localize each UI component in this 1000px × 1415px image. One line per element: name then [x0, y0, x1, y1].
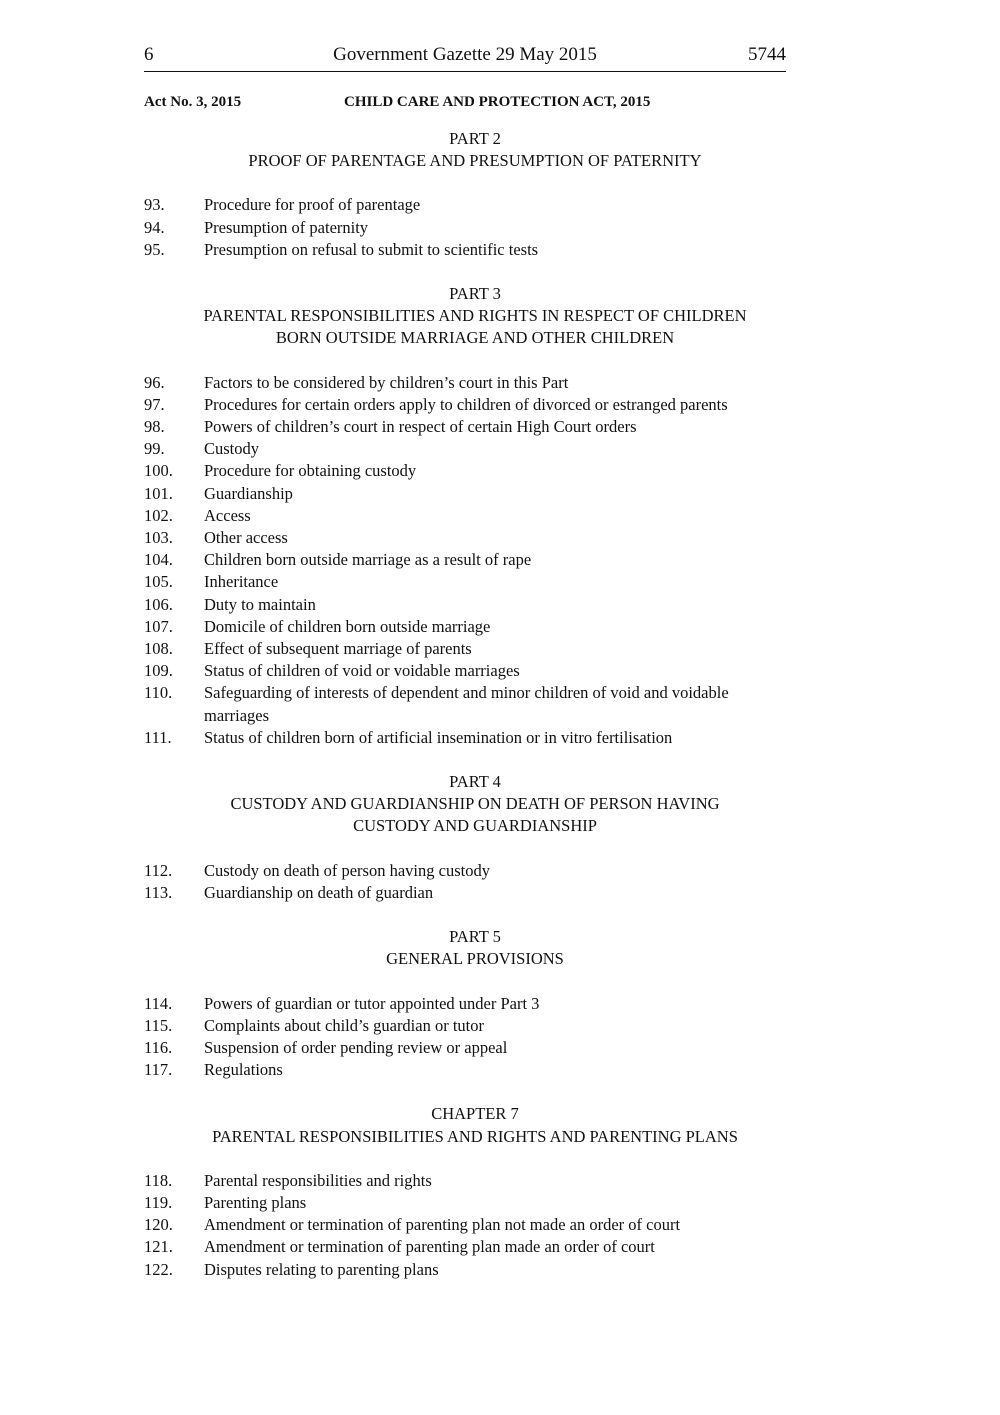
section-number: 97. [144, 394, 165, 414]
section-number: 106. [144, 594, 173, 614]
section-title: Guardianship on death of guardian [204, 882, 434, 902]
section-number: 102. [144, 505, 173, 525]
toc-item [144, 1015, 786, 1037]
section-number: 120. [144, 1215, 173, 1235]
section-title: Effect of subsequent marriage of parents [204, 639, 472, 659]
running-header [144, 44, 786, 68]
section-title-line: GENERAL PROVISIONS [386, 949, 564, 969]
toc-item [144, 682, 786, 726]
section-title: Domicile of children born outside marriage [204, 616, 491, 636]
act-number: Act No. 3, 2015 [144, 94, 242, 110]
section-number: 114. [144, 993, 173, 1013]
section-number: 103. [144, 528, 173, 548]
section-number: 110. [144, 683, 173, 703]
section-number: 117. [144, 1060, 173, 1080]
toc-item [144, 882, 786, 904]
section-number: 105. [144, 572, 173, 592]
section-number: 118. [144, 1170, 173, 1190]
section-title: Factors to be considered by children’s court in this Part [204, 372, 569, 392]
toc-item [144, 571, 786, 593]
section-title: Status of children born of artificial insemination or in vitro fertilisation [204, 727, 673, 747]
toc-item [144, 460, 786, 482]
toc-item [144, 527, 786, 549]
section-title: Disputes relating to parenting plans [204, 1259, 439, 1279]
toc-item [144, 394, 786, 416]
toc-item [144, 549, 786, 571]
toc-item [144, 438, 786, 460]
section-number: 95. [144, 239, 165, 259]
section-title: Procedures for certain orders apply to children of divorced or estranged parents [204, 394, 728, 414]
section-title-line: CUSTODY AND GUARDIANSHIP ON DEATH OF PERSON HAVING [230, 794, 720, 814]
toc-item [144, 1170, 786, 1192]
table-of-contents [144, 128, 786, 1281]
toc-item [144, 594, 786, 616]
toc-item [144, 1259, 786, 1281]
section-title: Duty to maintain [204, 594, 316, 614]
toc-item [144, 194, 786, 216]
toc-item [144, 1059, 786, 1081]
section-title: Parental responsibilities and rights [204, 1170, 432, 1190]
section-title: Safeguarding of interests of dependent and minor children of void and voidable marriages [204, 683, 729, 725]
section-title: Custody on death of person having custody [204, 860, 490, 880]
section-label: CHAPTER 7 [431, 1104, 519, 1124]
section-title-line: PROOF OF PARENTAGE AND PRESUMPTION OF PATERNITY [248, 151, 702, 171]
section-label: PART 3 [449, 284, 501, 304]
section-number: 94. [144, 217, 165, 237]
toc-item [144, 993, 786, 1015]
section-title: Amendment or termination of parenting plan not made an order of court [204, 1215, 681, 1235]
section-title: Status of children of void or voidable marriages [204, 661, 520, 681]
page-number: 6 [144, 44, 154, 65]
section-number: 113. [144, 882, 173, 902]
section-number: 111. [144, 727, 172, 747]
toc-item [144, 660, 786, 682]
section-number: 121. [144, 1237, 173, 1257]
toc-item [144, 616, 786, 638]
section-title: Suspension of order pending review or appeal [204, 1037, 508, 1057]
section-title: Powers of children’s court in respect of certain High Court orders [204, 417, 637, 437]
section-number: 119. [144, 1192, 173, 1212]
gazette-title: Government Gazette 29 May 2015 [333, 44, 597, 65]
section-heading [164, 771, 786, 838]
section-title: Procedure for obtaining custody [204, 461, 417, 481]
toc-item [144, 483, 786, 505]
toc-item [144, 217, 786, 239]
toc-item [144, 1192, 786, 1214]
act-title: CHILD CARE AND PROTECTION ACT, 2015 [344, 94, 651, 110]
section-title: Regulations [204, 1060, 283, 1080]
section-title-line: BORN OUTSIDE MARRIAGE AND OTHER CHILDREN [275, 328, 675, 348]
section-number: 115. [144, 1015, 173, 1035]
section-label: PART 5 [449, 927, 501, 947]
section-title: Complaints about child’s guardian or tutor [204, 1015, 485, 1035]
section-label: PART 4 [449, 772, 501, 792]
header-divider [144, 71, 786, 72]
section-number: 122. [144, 1259, 173, 1279]
section-number: 93. [144, 195, 165, 215]
section-number: 96. [144, 372, 165, 392]
section-title: Powers of guardian or tutor appointed under Part 3 [204, 993, 540, 1013]
section-number: 109. [144, 661, 173, 681]
section-number: 101. [144, 483, 173, 503]
toc-item [144, 239, 786, 261]
section-title: Inheritance [204, 572, 279, 592]
toc-item [144, 1236, 786, 1258]
section-number: 99. [144, 439, 165, 459]
section-label: PART 2 [449, 129, 501, 148]
section-number: 98. [144, 417, 165, 437]
toc-item [144, 727, 786, 749]
section-heading [164, 283, 786, 350]
section-number: 104. [144, 550, 173, 570]
section-title: Amendment or termination of parenting plan made an order of court [204, 1237, 655, 1257]
section-title: Access [204, 505, 251, 525]
section-title: Guardianship [204, 483, 293, 503]
section-title: Children born outside marriage as a result of rape [204, 550, 532, 570]
section-title-line: PARENTAL RESPONSIBILITIES AND RIGHTS AND PARENTING PLANS [212, 1126, 738, 1146]
section-number: 112. [144, 860, 173, 880]
toc-item [144, 505, 786, 527]
toc-item [144, 638, 786, 660]
section-title: Parenting plans [204, 1192, 307, 1212]
toc-item [144, 372, 786, 394]
section-title-line: CUSTODY AND GUARDIANSHIP [353, 816, 597, 836]
toc-item [144, 1214, 786, 1236]
section-heading [164, 926, 786, 970]
section-number: 100. [144, 461, 173, 481]
section-number: 108. [144, 639, 173, 659]
toc-item [144, 416, 786, 438]
section-heading [164, 128, 786, 172]
section-title: Custody [204, 439, 260, 459]
section-title: Procedure for proof of parentage [204, 195, 421, 215]
section-title: Presumption on refusal to submit to scientific tests [204, 239, 539, 259]
section-title-line: PARENTAL RESPONSIBILITIES AND RIGHTS IN RESPECT OF CHILDREN [203, 306, 747, 326]
section-number: 107. [144, 616, 173, 636]
gazette-number: 5744 [748, 44, 786, 65]
toc-item [144, 860, 786, 882]
toc-item [144, 1037, 786, 1059]
section-heading [164, 1103, 786, 1147]
section-title: Other access [204, 528, 288, 548]
section-title: Presumption of paternity [204, 217, 369, 237]
section-number: 116. [144, 1037, 173, 1057]
